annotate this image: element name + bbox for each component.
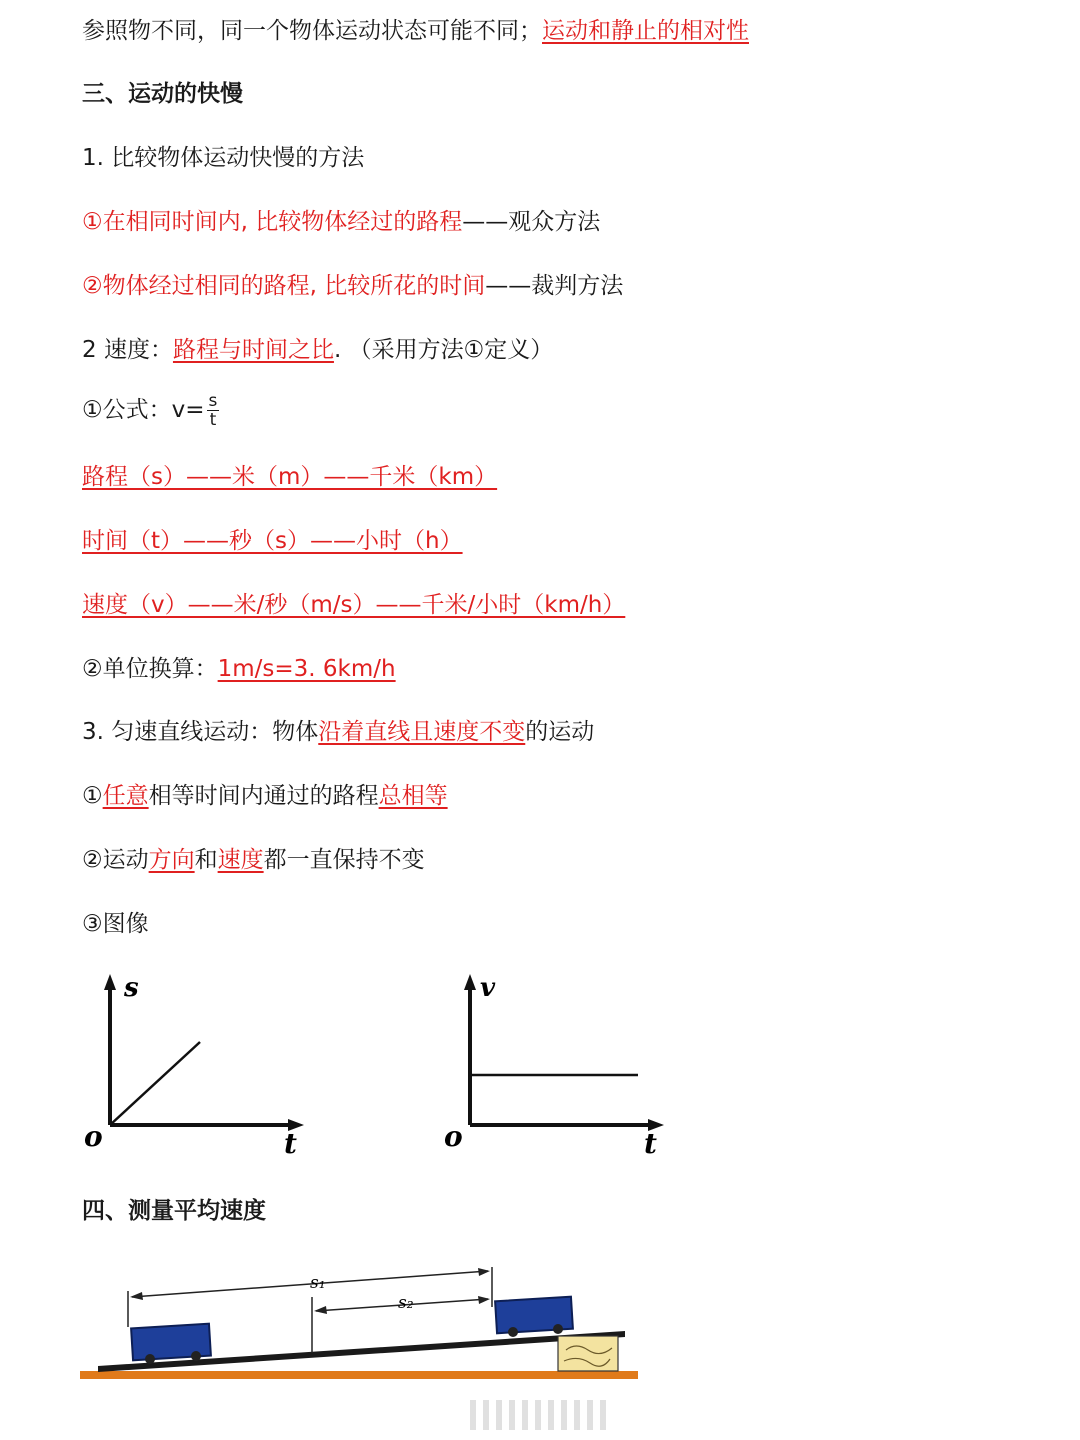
y-axis-arrow: [464, 974, 476, 990]
highlight-text: ②物体经过相同的路程, 比较所花的时间: [82, 273, 486, 299]
highlight-text: 运动和静止的相对性: [542, 18, 749, 44]
unit-speed: 速度（v）——米/秒（m/s）——千米/小时（km/h）: [82, 592, 626, 618]
section-heading-speed: 三、运动的快慢: [82, 81, 243, 107]
subheading-compare: 1. 比较物体运动快慢的方法: [82, 145, 365, 171]
highlight-text: 沿着直线且速度不变: [318, 719, 526, 745]
wheel: [191, 1351, 201, 1361]
highlight-text: 路程与时间之比: [172, 337, 334, 363]
relativity-line: [82, 16, 749, 46]
text: ①: [82, 783, 103, 809]
rule-3: ③图像: [82, 911, 149, 937]
highlight-text: 方向: [148, 847, 195, 873]
text: ②运动: [82, 847, 149, 873]
unit-time: 时间（t）——秒（s）——小时（h）: [82, 528, 463, 554]
unit-distance: 路程（s）——米（m）——千米（km）: [82, 464, 498, 490]
method-1: [82, 207, 600, 237]
text: 2 速度：: [82, 337, 173, 363]
origin-label: o: [84, 1120, 103, 1153]
text: 3. 匀速直线运动：物体: [82, 719, 319, 745]
x-axis-label: t: [644, 1127, 657, 1160]
s1-arrowhead-left: [130, 1292, 143, 1300]
method-2: [82, 271, 623, 301]
text: ①公式：v=: [82, 397, 205, 423]
wheel: [553, 1324, 563, 1334]
v-t-graph: [440, 970, 680, 1160]
y-axis-arrow: [104, 974, 116, 990]
text: 相等时间内通过的路程: [148, 783, 379, 809]
support-block: [558, 1336, 618, 1371]
text: 参照物不同，同一个物体运动状态可能不同；: [82, 18, 542, 44]
text: ②单位换算：: [82, 656, 218, 682]
numerator: s: [208, 391, 218, 411]
ground: [80, 1371, 638, 1379]
s2-label: s₂: [398, 1293, 414, 1313]
rule-1: [82, 781, 448, 811]
wheel: [508, 1327, 518, 1337]
section-heading-average-speed: 四、测量平均速度: [82, 1198, 266, 1224]
text: ——观众方法: [462, 209, 601, 235]
s2-arrowhead-left: [314, 1306, 327, 1314]
wheel: [145, 1354, 155, 1364]
speed-definition: [82, 335, 553, 365]
denominator: t: [209, 410, 217, 430]
y-axis-label: s: [124, 973, 139, 1003]
y-axis-label: v: [480, 973, 496, 1003]
uniform-motion: [82, 717, 594, 747]
text: 和: [194, 847, 218, 873]
highlight-text: 任意: [102, 783, 149, 809]
highlight-text: ①在相同时间内, 比较物体经过的路程: [82, 209, 463, 235]
s1-label: s₁: [310, 1273, 326, 1293]
s1-arrowhead-right: [478, 1268, 490, 1276]
s-t-line: [110, 1042, 200, 1125]
highlight-text: 速度: [217, 847, 264, 873]
text: 的运动: [525, 719, 595, 745]
origin-label: o: [444, 1120, 463, 1153]
s-t-graph: [80, 970, 320, 1160]
text: 都一直保持不变: [263, 847, 425, 873]
text: . （采用方法①定义）: [333, 337, 554, 363]
text: ——裁判方法: [485, 273, 624, 299]
s2-arrowhead-right: [478, 1296, 490, 1304]
watermark: [470, 1400, 610, 1430]
x-axis-label: t: [284, 1127, 297, 1160]
highlight-text: 总相等: [378, 783, 448, 809]
fraction: [207, 392, 220, 429]
incline-diagram: [80, 1255, 640, 1390]
highlight-text: 1m/s=3. 6km/h: [217, 656, 396, 682]
rule-2: [82, 845, 425, 875]
formula-line: [82, 392, 219, 429]
unit-conversion: [82, 654, 396, 684]
